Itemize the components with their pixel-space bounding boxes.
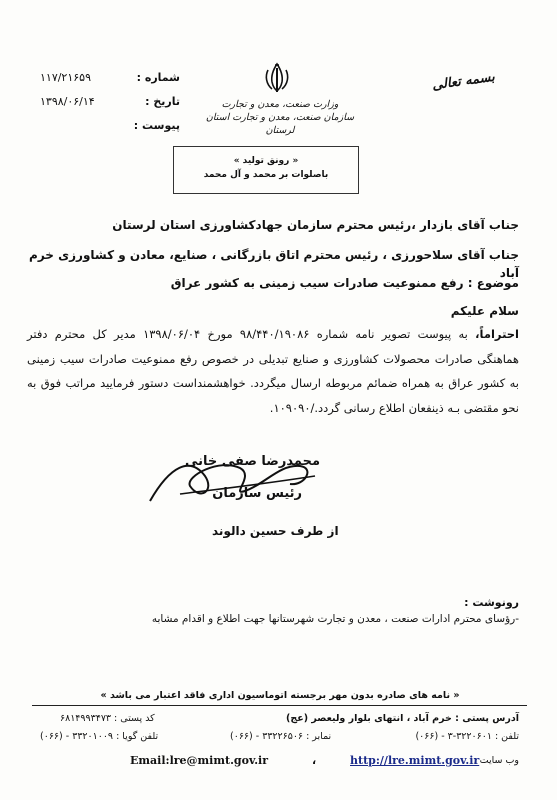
basmala: بسمه تعالی: [431, 69, 496, 94]
disclaimer: « نامه های صادره بدون مهر برجسته اتوماسیون اداری فاقد اعتبار می باشد »: [100, 690, 460, 701]
footer-speaking-phone: تلفن گویا : ۳۳۲۰۱۰۰۹ - (۰۶۶): [40, 731, 159, 742]
signature-block: [120, 452, 320, 522]
body-lead: احتراماً،: [475, 327, 519, 341]
greeting: سلام علیکم: [450, 304, 519, 318]
cc-recipient: -رؤسای محترم ادارات صنعت ، معدن و تجارت شهرستانها جهت اطلاع و اقدام مشابه: [151, 613, 519, 625]
addressee-1: جناب آقای بازدار ،رئیس محترم سازمان جهادکشاورزی استان لرستان: [112, 218, 519, 232]
website-link[interactable]: http://lre.mimt.gov.ir: [350, 754, 480, 767]
ministry-header: [200, 98, 360, 137]
attachment-row: [40, 114, 180, 138]
footer-phone: تلفن : ۳۲۲۰۶۰۱-۳ - (۰۶۶): [415, 731, 519, 742]
iran-emblem-icon: [262, 62, 292, 94]
attachment-label: پیوست :: [133, 119, 180, 132]
number-row: [40, 66, 180, 90]
organization-name: سازمان صنعت، معدن و تجارت استان لرستان: [205, 112, 355, 136]
footer-website-label: وب سایت :: [473, 755, 519, 766]
letter-meta: [40, 66, 180, 138]
body-text: به پیوست تصویر نامه شماره ۹۸/۴۴۰/۱۹۰۸۶ مورخ ۱۳۹۸/۰۶/۰۴ مدیر کل محترم دفتر هماهنگی صادرات محصولات کشاورزی و صنایع تبدیلی در خصوص رفع ممنوعیت صادرات سیب زمینی به کشور عراق به همراه ضمائم مربوطه ارسال میگردد. خواهشمنداست دستور فرمایید مراتب فوق به نحو مقتضی بـه ذینفعان اطلاع رسانی گردد./۱۰۹۰۹۰.: [27, 327, 519, 415]
signer-proxy: از طرف حسین دالوند: [212, 524, 339, 538]
footer-separator: ،: [312, 754, 317, 767]
number-value: ۱۱۷/۲۱۶۵۹: [40, 71, 91, 84]
cc-title: رونوشت :: [464, 596, 519, 609]
signer-name: محمدرضا صفی خانی: [185, 454, 320, 469]
date-row: [40, 90, 180, 114]
footer-fax: نمابر : ۳۳۲۲۶۵۰۶ - (۰۶۶): [230, 731, 332, 742]
date-value: ۱۳۹۸/۰۶/۱۴: [40, 95, 95, 108]
slogan-title: « رونق تولید »: [233, 156, 299, 166]
subject-line: موضوع : رفع ممنوعیت صادرات سیب زمینی به کشور عراق: [170, 276, 519, 290]
slogan-box: [173, 146, 359, 194]
slogan-salutation: باصلوات بر محمد و آل محمد: [203, 170, 329, 180]
signer-title: رئیس سازمان: [212, 486, 302, 501]
letter-body: [27, 322, 519, 420]
ministry-name: وزارت صنعت، معدن و تجارت: [221, 99, 339, 110]
footer-email: Email:lre@mimt.gov.ir: [130, 754, 269, 767]
footer-address: آدرس پستی : خرم آباد ، انتهای بلوار ولیعصر (عج): [286, 713, 519, 724]
footer-postal-code: کد پستی : ۶۸۱۴۹۹۳۴۷۳: [60, 713, 155, 724]
number-label: شماره :: [136, 71, 180, 84]
footer-divider: [32, 705, 527, 706]
addressee-2: جناب آقای سلاحورزی ، رئیس محترم اتاق بازرگانی ، صنایع، معادن و کشاورزی خرم آباد: [29, 248, 519, 280]
date-label: تاریخ :: [145, 95, 180, 108]
